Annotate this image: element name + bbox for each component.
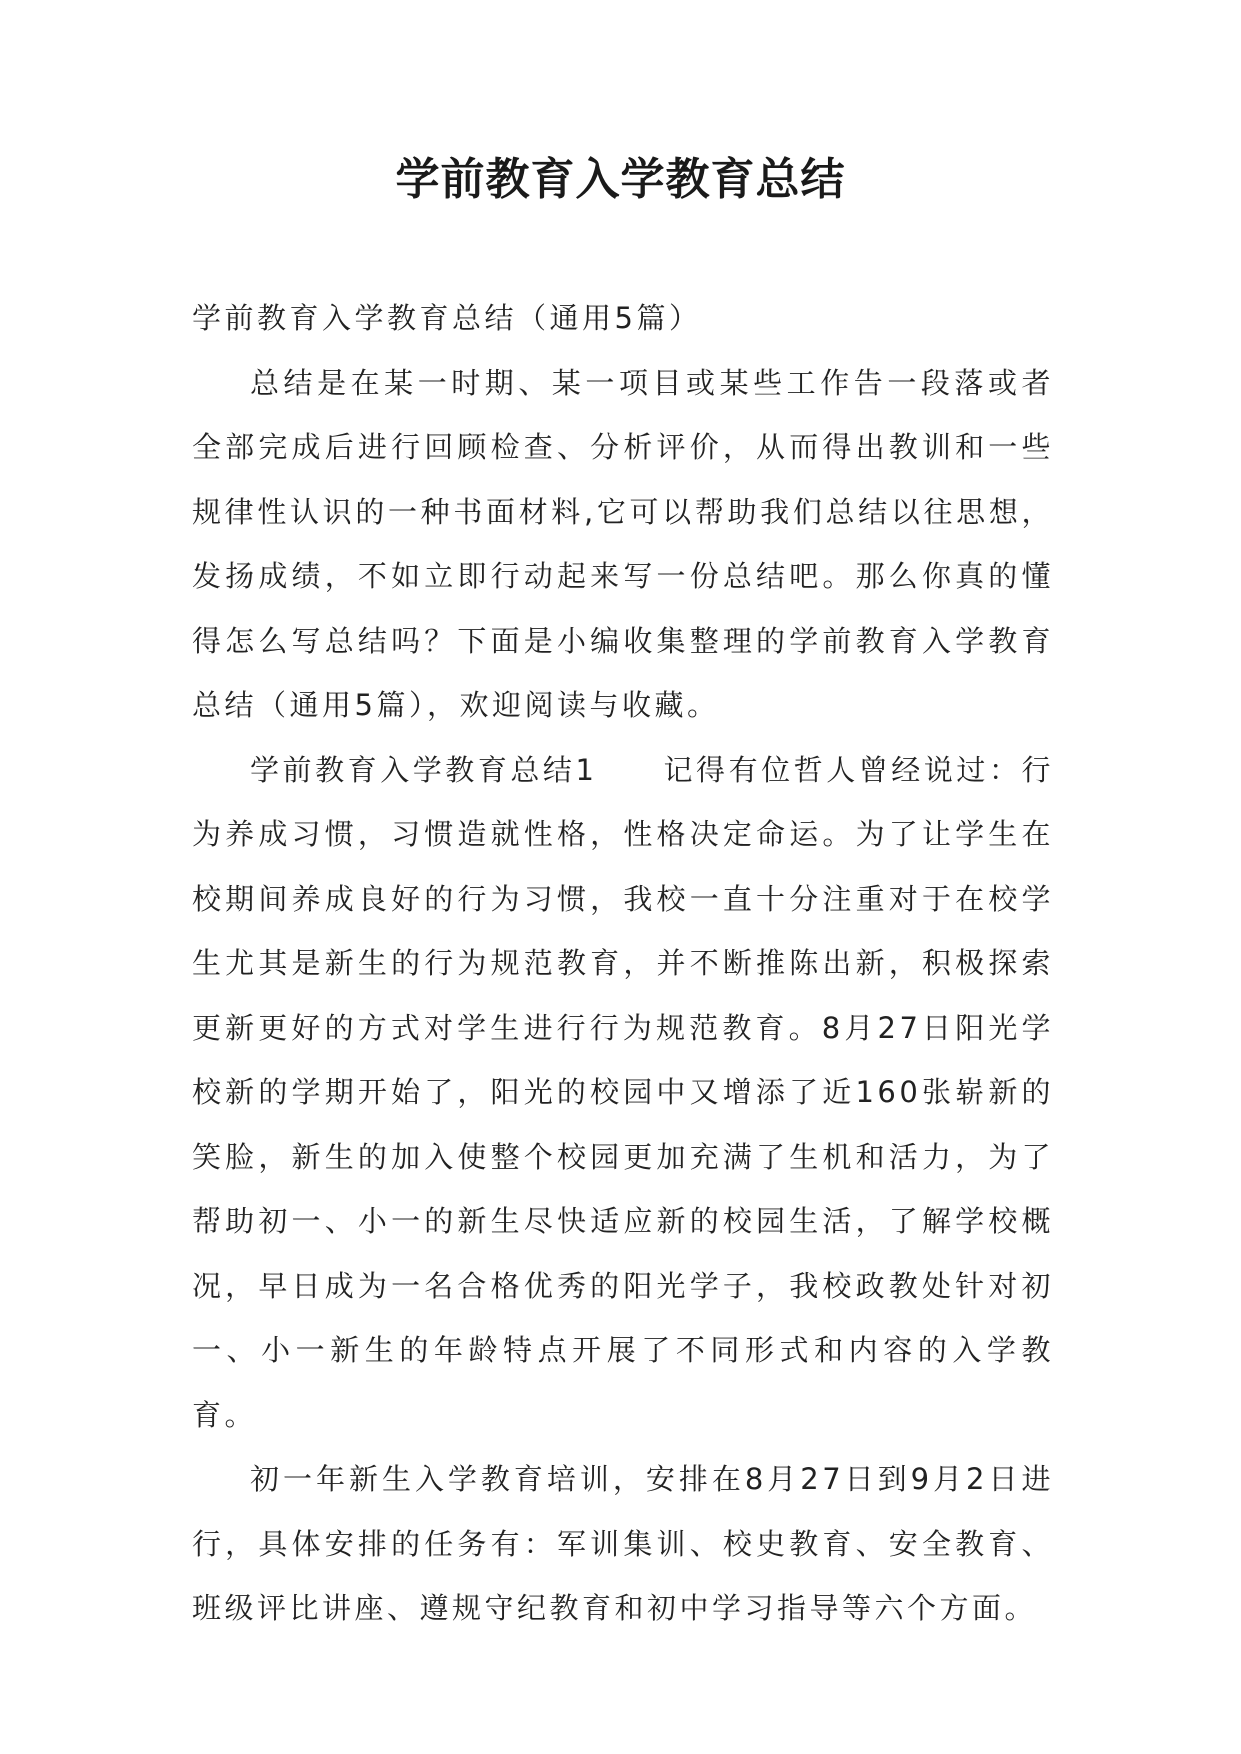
document-subtitle: 学前教育入学教育总结（通用5篇） bbox=[192, 301, 702, 335]
document-body bbox=[192, 286, 1054, 1641]
section-1-heading: 学前教育入学教育总结1 bbox=[250, 752, 598, 787]
paragraph-2: 初一年新生入学教育培训，安排在8月27日到9月2日进行，具体安排的任务有：军训集训、校史教育、安全教育、班级评比讲座、遵规守纪教育和初中学习指导等六个方面。 bbox=[192, 1462, 1054, 1625]
document-title: 学前教育入学教育总结 bbox=[395, 154, 846, 205]
section-1-paragraph bbox=[192, 738, 1054, 1448]
section-1-text: 记得有位哲人曾经说过：行为养成习惯，习惯造就性格，性格决定命运。为了让学生在校期间养成良好的行为习惯，我校一直十分注重对于在校学生尤其是新生的行为规范教育，并不断推陈出新，积极探索更新更好的方式对学生进行行为规范教育。8月27日阳光学校新的学期开始了，阳光的校园中又增添了近160张崭新的笑脸，新生的加入使整个校园更加充满了生机和活力，为了帮助初一、小一的新生尽快适应新的校园生活，了解学校概况，早日成为一名合格优秀的阳光学子，我校政教处针对初一、小一新生的年龄特点开展了不同形式和内容的入学教育。 bbox=[192, 752, 1054, 1432]
intro-paragraph: 总结是在某一时期、某一项目或某些工作告一段落或者全部完成后进行回顾检查、分析评价，从而得出教训和一些规律性认识的一种书面材料,它可以帮助我们总结以往思想，发扬成绩，不如立即行动起来写一份总结吧。那么你真的懂得怎么写总结吗？下面是小编收集整理的学前教育入学教育总结（通用5篇），欢迎阅读与收藏。 bbox=[192, 365, 1054, 722]
